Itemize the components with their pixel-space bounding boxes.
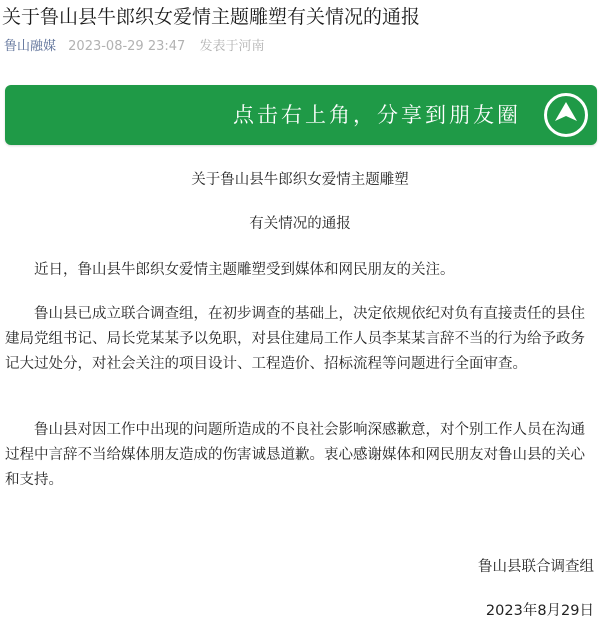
paragraph-3: 鲁山县对因工作中出现的问题所造成的不良社会影响深感歉意，对个别工作人员在沟通过程中言辞不当给媒体朋友造成的伤害诚恳道歉。衷心感谢媒体和网民朋友对鲁山县的关心和支持。 <box>5 422 585 488</box>
share-banner[interactable] <box>5 85 597 145</box>
share-banner-text: 点击右上角，分享到朋友圈 <box>233 103 521 127</box>
signature-date: 2023年8月29日 <box>485 603 594 619</box>
publish-location: 发表于河南 <box>199 39 265 54</box>
signature: 鲁山县联合调查组 <box>478 559 594 575</box>
notice-heading-line2: 有关情况的通报 <box>249 216 351 232</box>
article-title: 关于鲁山县牛郎织女爱情主题雕塑有关情况的通报 <box>2 6 421 28</box>
paragraph-2: 鲁山县已成立联合调查组，在初步调查的基础上，决定依规依纪对负有直接责任的县住建局党组书记、局长党某某予以免职，对县住建局工作人员李某某言辞不当的行为给予政务记大过处分，对社会关注的项目设计、工程造价、招标流程等问题进行全面审查。 <box>5 306 585 372</box>
notice-heading-line1: 关于鲁山县牛郎织女爱情主题雕塑 <box>191 172 409 188</box>
article-meta <box>4 38 264 56</box>
publish-time: 2023-08-29 23:47 <box>68 39 186 54</box>
paragraph-1: 近日，鲁山县牛郎织女爱情主题雕塑受到媒体和网民朋友的关注。 <box>34 262 455 278</box>
share-arrow-icon <box>543 92 589 138</box>
source-link[interactable]: 鲁山融媒 <box>4 39 57 54</box>
